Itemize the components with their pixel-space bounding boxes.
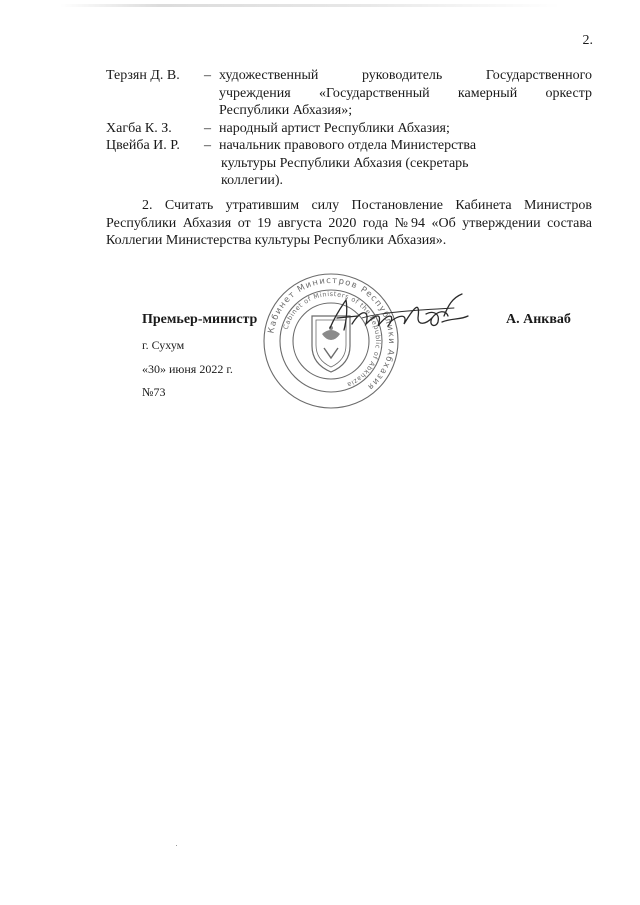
member-dash: – (204, 120, 211, 136)
member-role (219, 120, 592, 138)
signer-title: Премьер-министр (142, 312, 258, 327)
member-role (219, 67, 592, 120)
role-line: культуры Республики Абхазия (секретарь (221, 155, 469, 171)
member-row (106, 137, 592, 190)
role-line: народный артист Республики Абхазия; (219, 120, 450, 136)
role-line: художественный руководитель Государственного (219, 68, 592, 83)
place-of-signing: г. Сухум (142, 338, 185, 352)
handwritten-signature (322, 288, 472, 338)
seal-inner-text: Cabinet of Ministers of the Republic of Abkhazia (281, 289, 383, 389)
member-row (106, 120, 592, 138)
signing-date: «30» июня 2022 г. (142, 362, 233, 376)
member-dash: – (204, 68, 211, 83)
member-role (219, 137, 592, 190)
paragraph-point-2: 2. Считать утратившим силу Постановление Кабинета Министров Республики Абхазия от 19 августа 2020 года №94 «Об утверждении состава Коллегии Министерства культуры Республики Абхазия». (106, 198, 592, 248)
signer-name: А. Анкваб (506, 312, 571, 327)
member-name: Хагба К. З. (106, 120, 172, 136)
role-line: коллегии). (221, 173, 283, 188)
member-row (106, 67, 592, 120)
member-name: Терзян Д. В. (106, 68, 180, 83)
member-dash: – (204, 138, 211, 153)
scan-artifact-line (60, 4, 560, 7)
role-line: Республики Абхазия»; (219, 103, 353, 118)
collegium-members-list (106, 67, 592, 190)
page-number: 2. (582, 33, 593, 48)
scan-speck (176, 845, 177, 846)
member-name: Цвейба И. Р. (106, 138, 180, 153)
role-line: учреждения «Государственный камерный оркестр (219, 85, 592, 101)
role-line: начальник правового отдела Министерства (219, 138, 477, 153)
seal-outer-text: Кабинет Министров Республики Абхазия (266, 275, 397, 393)
document-number: №73 (142, 385, 166, 399)
